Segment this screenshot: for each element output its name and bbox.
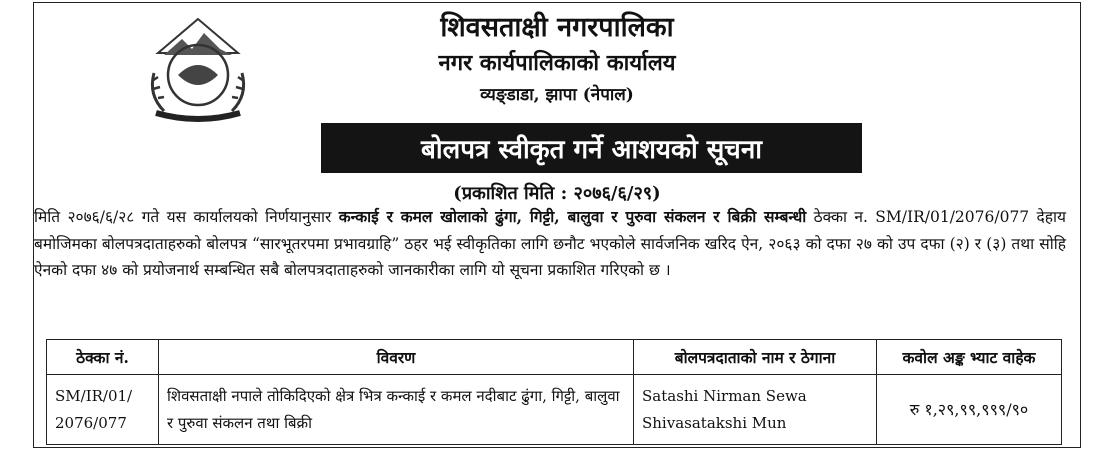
bidder-name: Satashi Nirman Sewa <box>642 386 807 405</box>
table-row <box>47 375 1062 445</box>
table-header-row <box>47 340 1062 375</box>
notice-text-1: मिति २०७६/६/२८ गते यस कार्यालयको निर्णयानुसार <box>34 208 339 226</box>
notice-body <box>34 204 1066 284</box>
amount-cell: रु १,२९,९९,९९९/९० <box>877 375 1062 445</box>
bidder-address: Shivasatakshi Mun <box>642 413 787 432</box>
header-bidder: बोलपत्रदाताको नाम र ठेगाना <box>634 340 877 375</box>
notice-title: बोलपत्र स्वीकृत गर्ने आशयको सूचना <box>321 123 862 173</box>
contract-no-cell: SM/IR/01/ 2076/077 <box>47 375 159 445</box>
bid-table <box>46 339 1062 445</box>
description-cell: शिवसताक्षी नपाले तोकिदिएको क्षेत्र भित्र कन्काई र कमल नदीबाट ढुंगा, गिट्टी, बालुवा र पुरुवा संकलन तथा बिक्री <box>159 375 634 445</box>
header-contract-no: ठेक्का नं. <box>47 340 159 375</box>
notice-text-2: ठेक्का न. SM/IR/01/2076/077 देहाय बमोजिमका बोलपत्रदाताहरुको बोलपत्र “सारभूतरपमा प्रभावग्राहि” ठहर भई स्वीकृतिका लागि छनौट भएकोले सार्वजनिक खरिद ऐन, २०६३ को दफा २७ को उप दफा (२) र (३) तथा सोहि ऐनको दफा ४७ को प्रयोजनार्थ सम्बन्धित सबै बोलपत्रदाताहरुको जानकारीका लागि यो सूचना प्रकाशित गरिएको छ । <box>34 208 1066 279</box>
org-name: शिवसताक्षी नगरपालिका <box>440 12 674 43</box>
published-date: (प्रकाशित मिति : २०७६/६/२९) <box>453 183 661 204</box>
notice-subject: कन्काई र कमल खोलाको ढुंगा, गिट्टी, बालुवा र पुरुवा संकलन र बिक्री सम्बन्धी <box>338 207 807 226</box>
header-description: विवरण <box>159 340 634 375</box>
office-address: व्यङ्डाडा, झापा (नेपाल) <box>480 85 634 105</box>
header-amount: कवोल अङ्क भ्याट वाहेक <box>877 340 1062 375</box>
bidder-cell <box>634 375 877 445</box>
office-name: नगर कार्यपालिकाको कार्यालय <box>438 50 676 76</box>
